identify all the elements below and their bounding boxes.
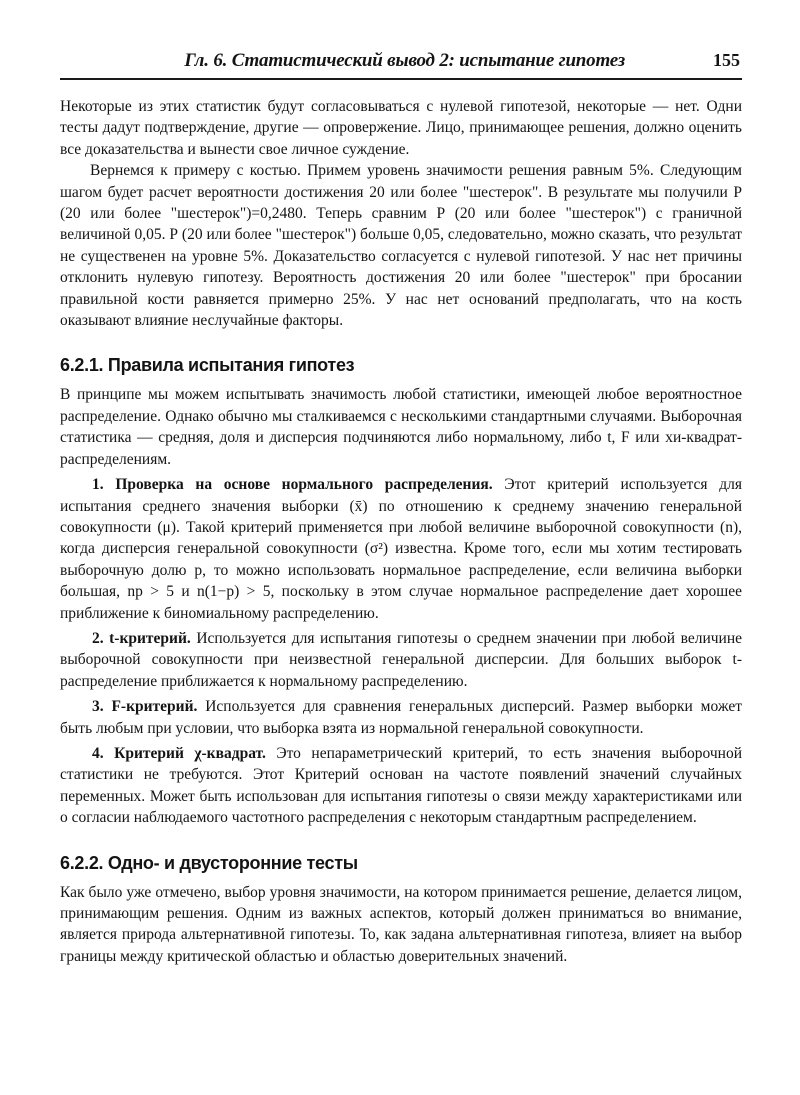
list-item-title: 2. t-критерий. — [92, 629, 191, 647]
list-item-text: Это непараметрический критерий, то есть значения выборочной статистики не требуются. Этот Критерий основан на частоте появлений значений случайных переменных. Может быть использован для испытания гипотезы о связи между характеристиками или о согласии наблюдаемого частотного распределения с некоторым стандартным распределением. — [60, 744, 743, 827]
list-item — [60, 743, 742, 829]
list-item — [60, 628, 742, 692]
section-heading: 6.2.1. Правила испытания гипотез — [60, 355, 355, 376]
paragraph: В принципе мы можем испытывать значимость любой статистики, имеющей любое вероятностное распределение. Однако обычно мы сталкиваемся с несколькими стандартными случаями. Выборочная статистика — средняя, доля и дисперсия подчиняются либо нормальному, либо t, F или хи-квадрат-распределениям. — [60, 386, 742, 468]
list-item-title: 1. Проверка на основе нормального распределения. — [92, 476, 493, 494]
book-page — [60, 50, 742, 967]
list-item-text: Этот критерий используется для испытания среднего значения выборки (x̄) по отношению к среднему значению генеральной совокупности (μ). Такой критерий применяется при любой величине выборочной совокупности (n), когда дисперсия генеральной совокупности (σ²) известна. Кроме того, если мы хотим тестировать выборочную долю р, то можно использовать нормальное распределение, если величина выборки большая, np > 5 и n(1−p) > 5, поскольку в этом случае нормальное распределение дает хорошее приближение к биномиальному распределению. — [60, 476, 742, 622]
list-item-text: Используется для сравнения генеральных дисперсий. Размер выборки может быть любым при условии, что выборка взята из нормальной генеральной совокупности. — [60, 698, 743, 737]
list-item — [60, 696, 742, 739]
list-item — [60, 474, 742, 624]
page-body — [60, 96, 742, 967]
list-item-title: 4. Критерий χ-квадрат. — [92, 744, 266, 762]
paragraph: Некоторые из этих статистик будут согласовываться с нулевой гипотезой, некоторые — нет. Одни тесты дадут подтверждение, другие — опровержение. Лицо, принимающее решения, должно оценить все доказательства и вынести свое личное суждение. — [60, 98, 742, 158]
chapter-title: Гл. 6. Статистический вывод 2: испытание гипотез — [184, 50, 625, 71]
page-number: 155 — [713, 50, 740, 70]
paragraph: Как было уже отмечено, выбор уровня значимости, на котором принимается решение, делается лицом, принимающим решения. Одним из важных аспектов, который должен приниматься во внимание, является природа альтернативной гипотезы. То, как задана альтернативная гипотеза, влияет на выбор границы между критической областью и областью доверительных значений. — [60, 883, 742, 965]
list-item-text: Используется для испытания гипотезы о среднем значении при любой величине выборочной совокупности при неизвестной генеральной дисперсии. Для больших выборок t-распределение приближается к нормальному распределению. — [60, 629, 743, 690]
paragraph: Вернемся к примеру с костью. Примем уровень значимости решения равным 5%. Следующим шагом будет расчет вероятности достижения 20 или более "шестерок". В результате мы получили Р (20 или более "шестерок")=0,2480. Теперь сравним Р (20 или более "шестерок") с граничной величиной 0,05. Р (20 или более "шестерок") больше 0,05, следовательно, можно сказать, что результат не существенен на уровне 5%. Доказательство согласуется с нулевой гипотезой. У нас нет причины отклонить нулевую гипотезу. Вероятность достижения 20 или более "шестерок" при бросании правильной кости равняется примерно 25%. У нас нет оснований предполагать, что на кость оказывают влияние неслучайные факторы. — [60, 162, 742, 330]
section-heading: 6.2.2. Одно- и двусторонние тесты — [60, 852, 358, 873]
list-item-title: 3. F-критерий. — [92, 698, 198, 716]
running-header — [60, 50, 742, 80]
